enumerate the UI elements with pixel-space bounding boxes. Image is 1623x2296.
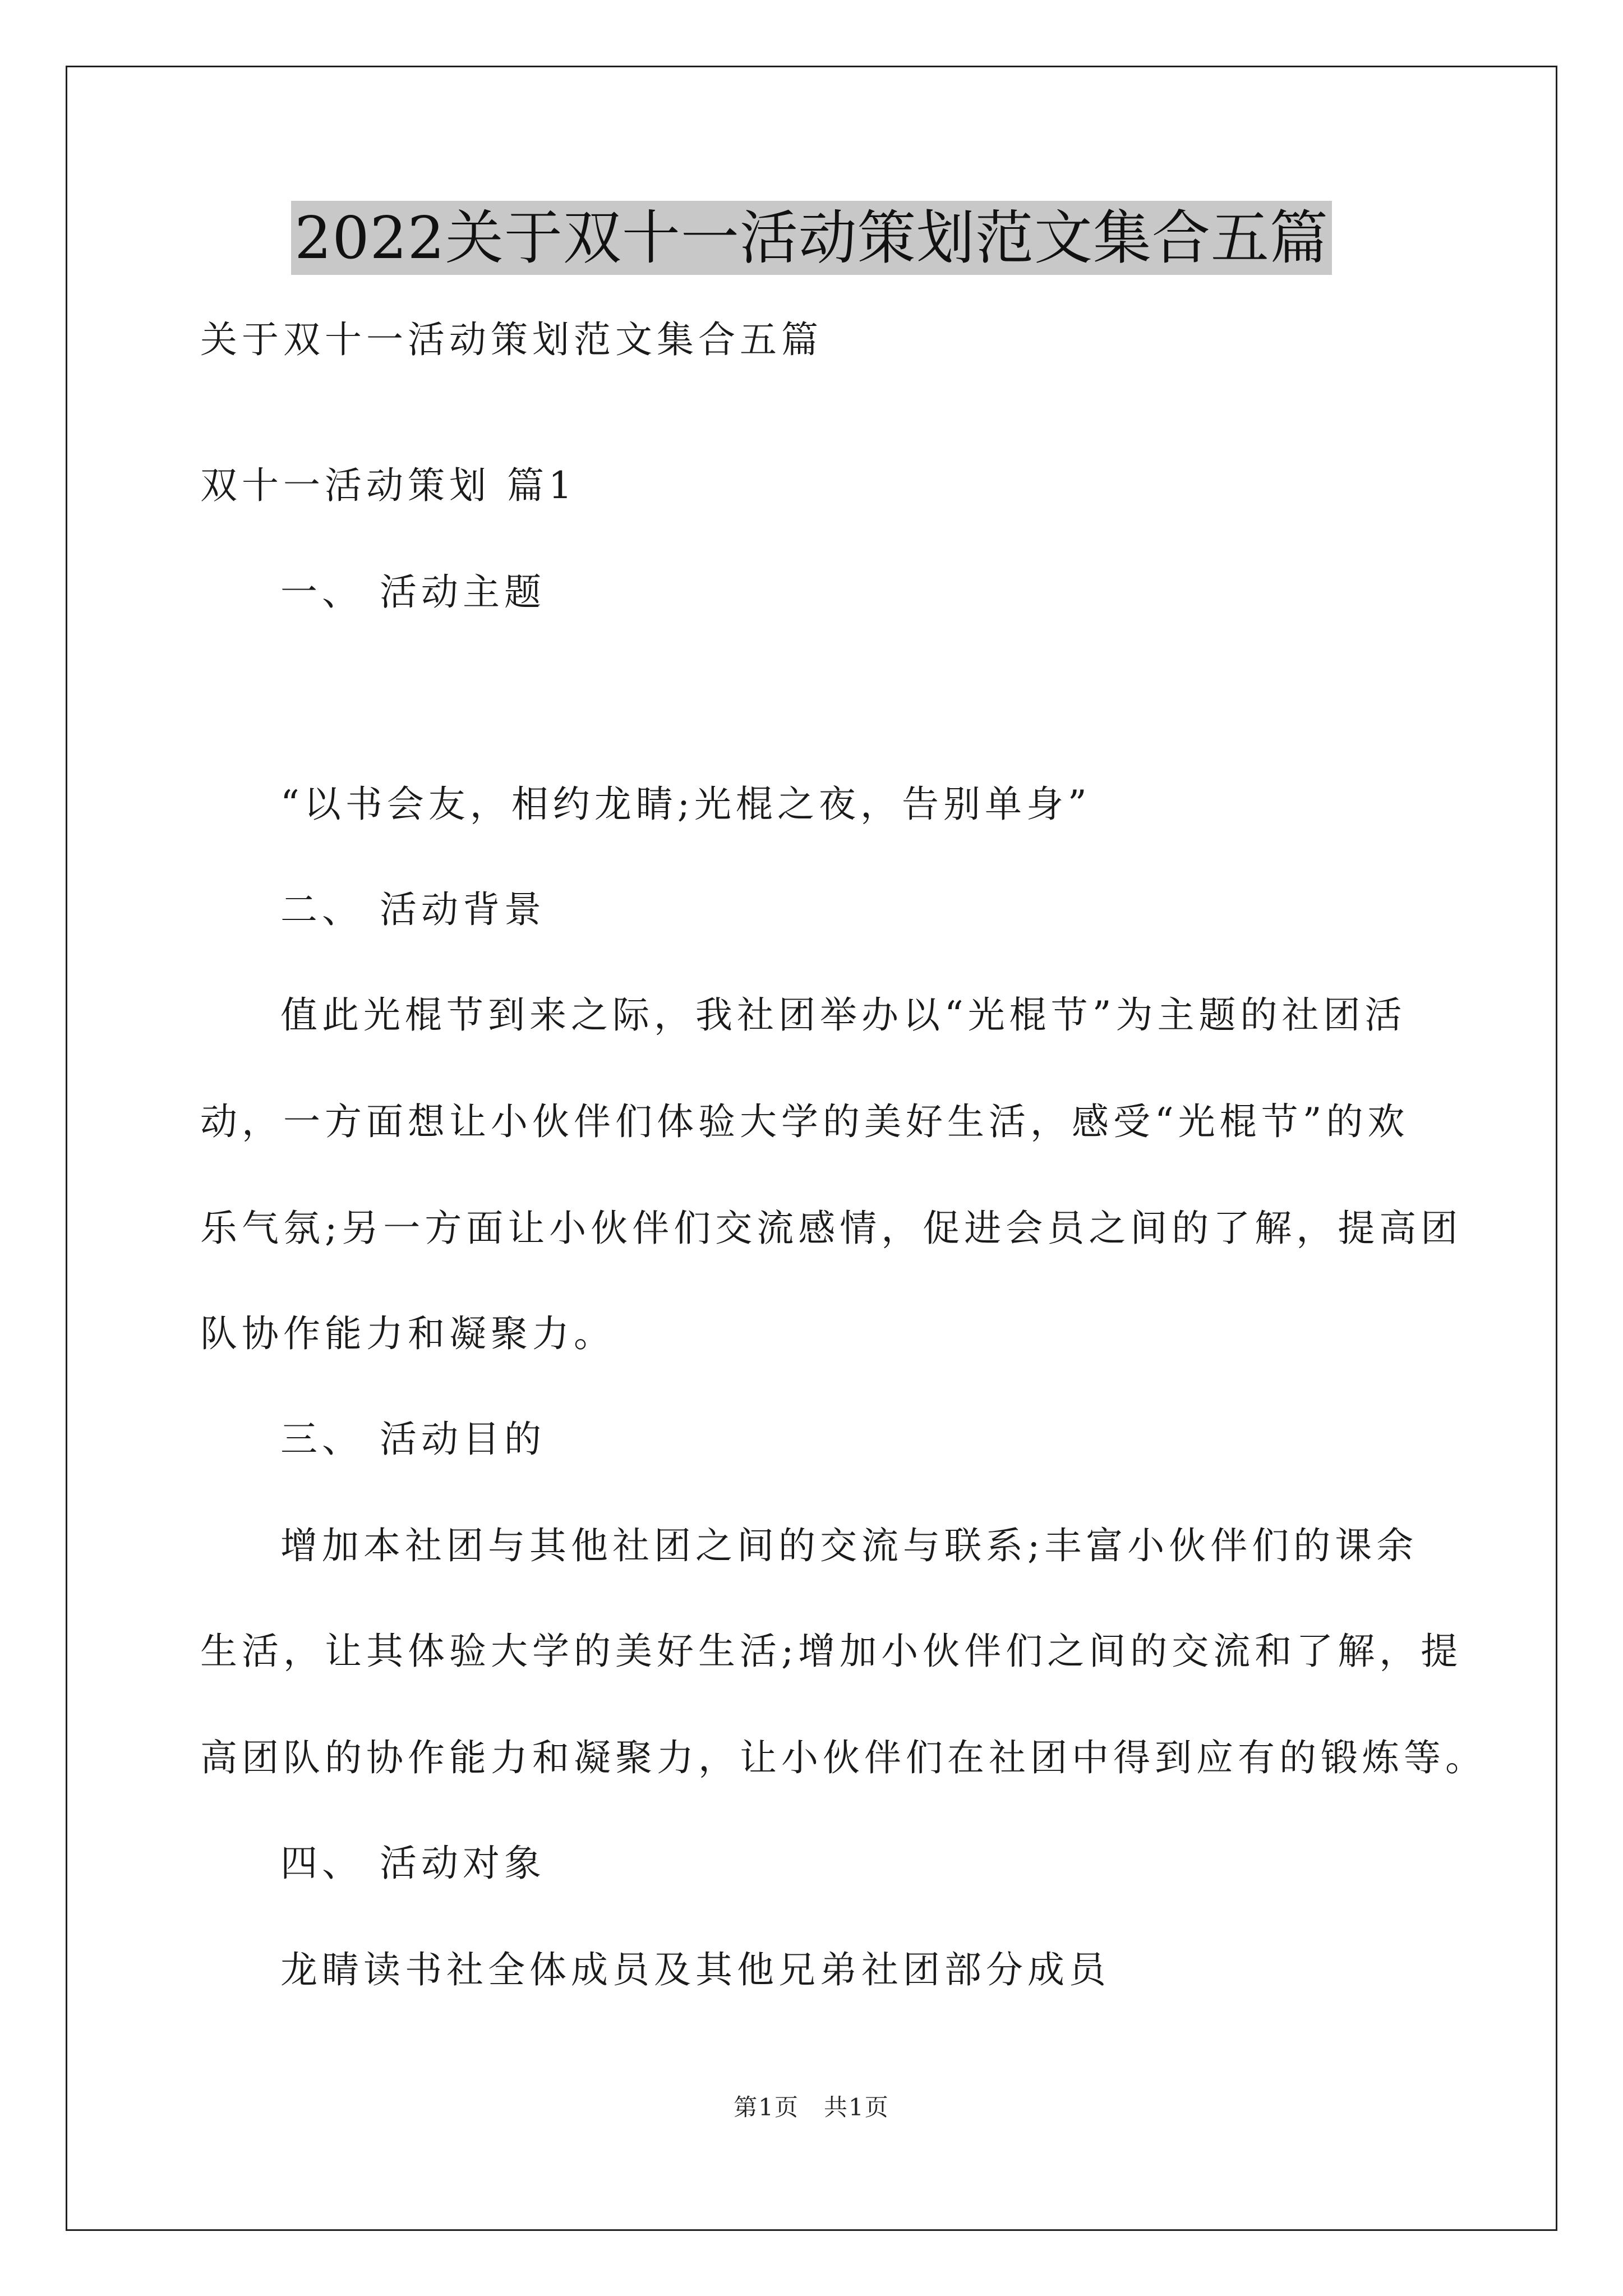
page-number-footer: 第1页 共1页 <box>734 2093 889 2121</box>
purpose-paragraph-line: 高团队的协作能力和凝聚力，让小伙伴们在社团中得到应有的锻炼等。 <box>200 1736 1487 1779</box>
title-container <box>0 201 1623 275</box>
background-paragraph-line: 值此光棍节到来之际，我社团举办以“光棍节”为主题的社团活 <box>280 993 1407 1037</box>
purpose-paragraph-line: 生活，让其体验大学的美好生活;增加小伙伴们之间的交流和了解，提 <box>200 1630 1463 1673</box>
document-title: 2022关于双十一活动策划范文集合五篇 <box>291 201 1332 275</box>
purpose-paragraph-line: 增加本社团与其他社团之间的交流与联系;丰富小伙伴们的课余 <box>280 1524 1418 1567</box>
background-paragraph-line: 乐气氛;另一方面让小伙伴们交流感情，促进会员之间的了解，提高团 <box>200 1207 1463 1250</box>
heading-activity-purpose: 三、 活动目的 <box>280 1418 546 1461</box>
audience-paragraph-line: 龙睛读书社全体成员及其他兄弟社团部分成员 <box>280 1948 1110 1991</box>
page-border <box>66 66 1557 2231</box>
activity-theme-slogan: “以书会友，相约龙睛;光棍之夜，告别单身” <box>280 783 1091 826</box>
background-paragraph-line: 动，一方面想让小伙伴们体验大学的美好生活，感受“光棍节”的欢 <box>200 1100 1409 1143</box>
document-subtitle: 关于双十一活动策划范文集合五篇 <box>200 318 823 361</box>
heading-activity-background: 二、 活动背景 <box>280 888 546 931</box>
heading-activity-audience: 四、 活动对象 <box>280 1842 546 1885</box>
background-paragraph-line: 队协作能力和凝聚力。 <box>200 1312 615 1355</box>
section-heading: 双十一活动策划 篇1 <box>200 464 577 507</box>
heading-activity-theme: 一、 活动主题 <box>280 570 546 614</box>
